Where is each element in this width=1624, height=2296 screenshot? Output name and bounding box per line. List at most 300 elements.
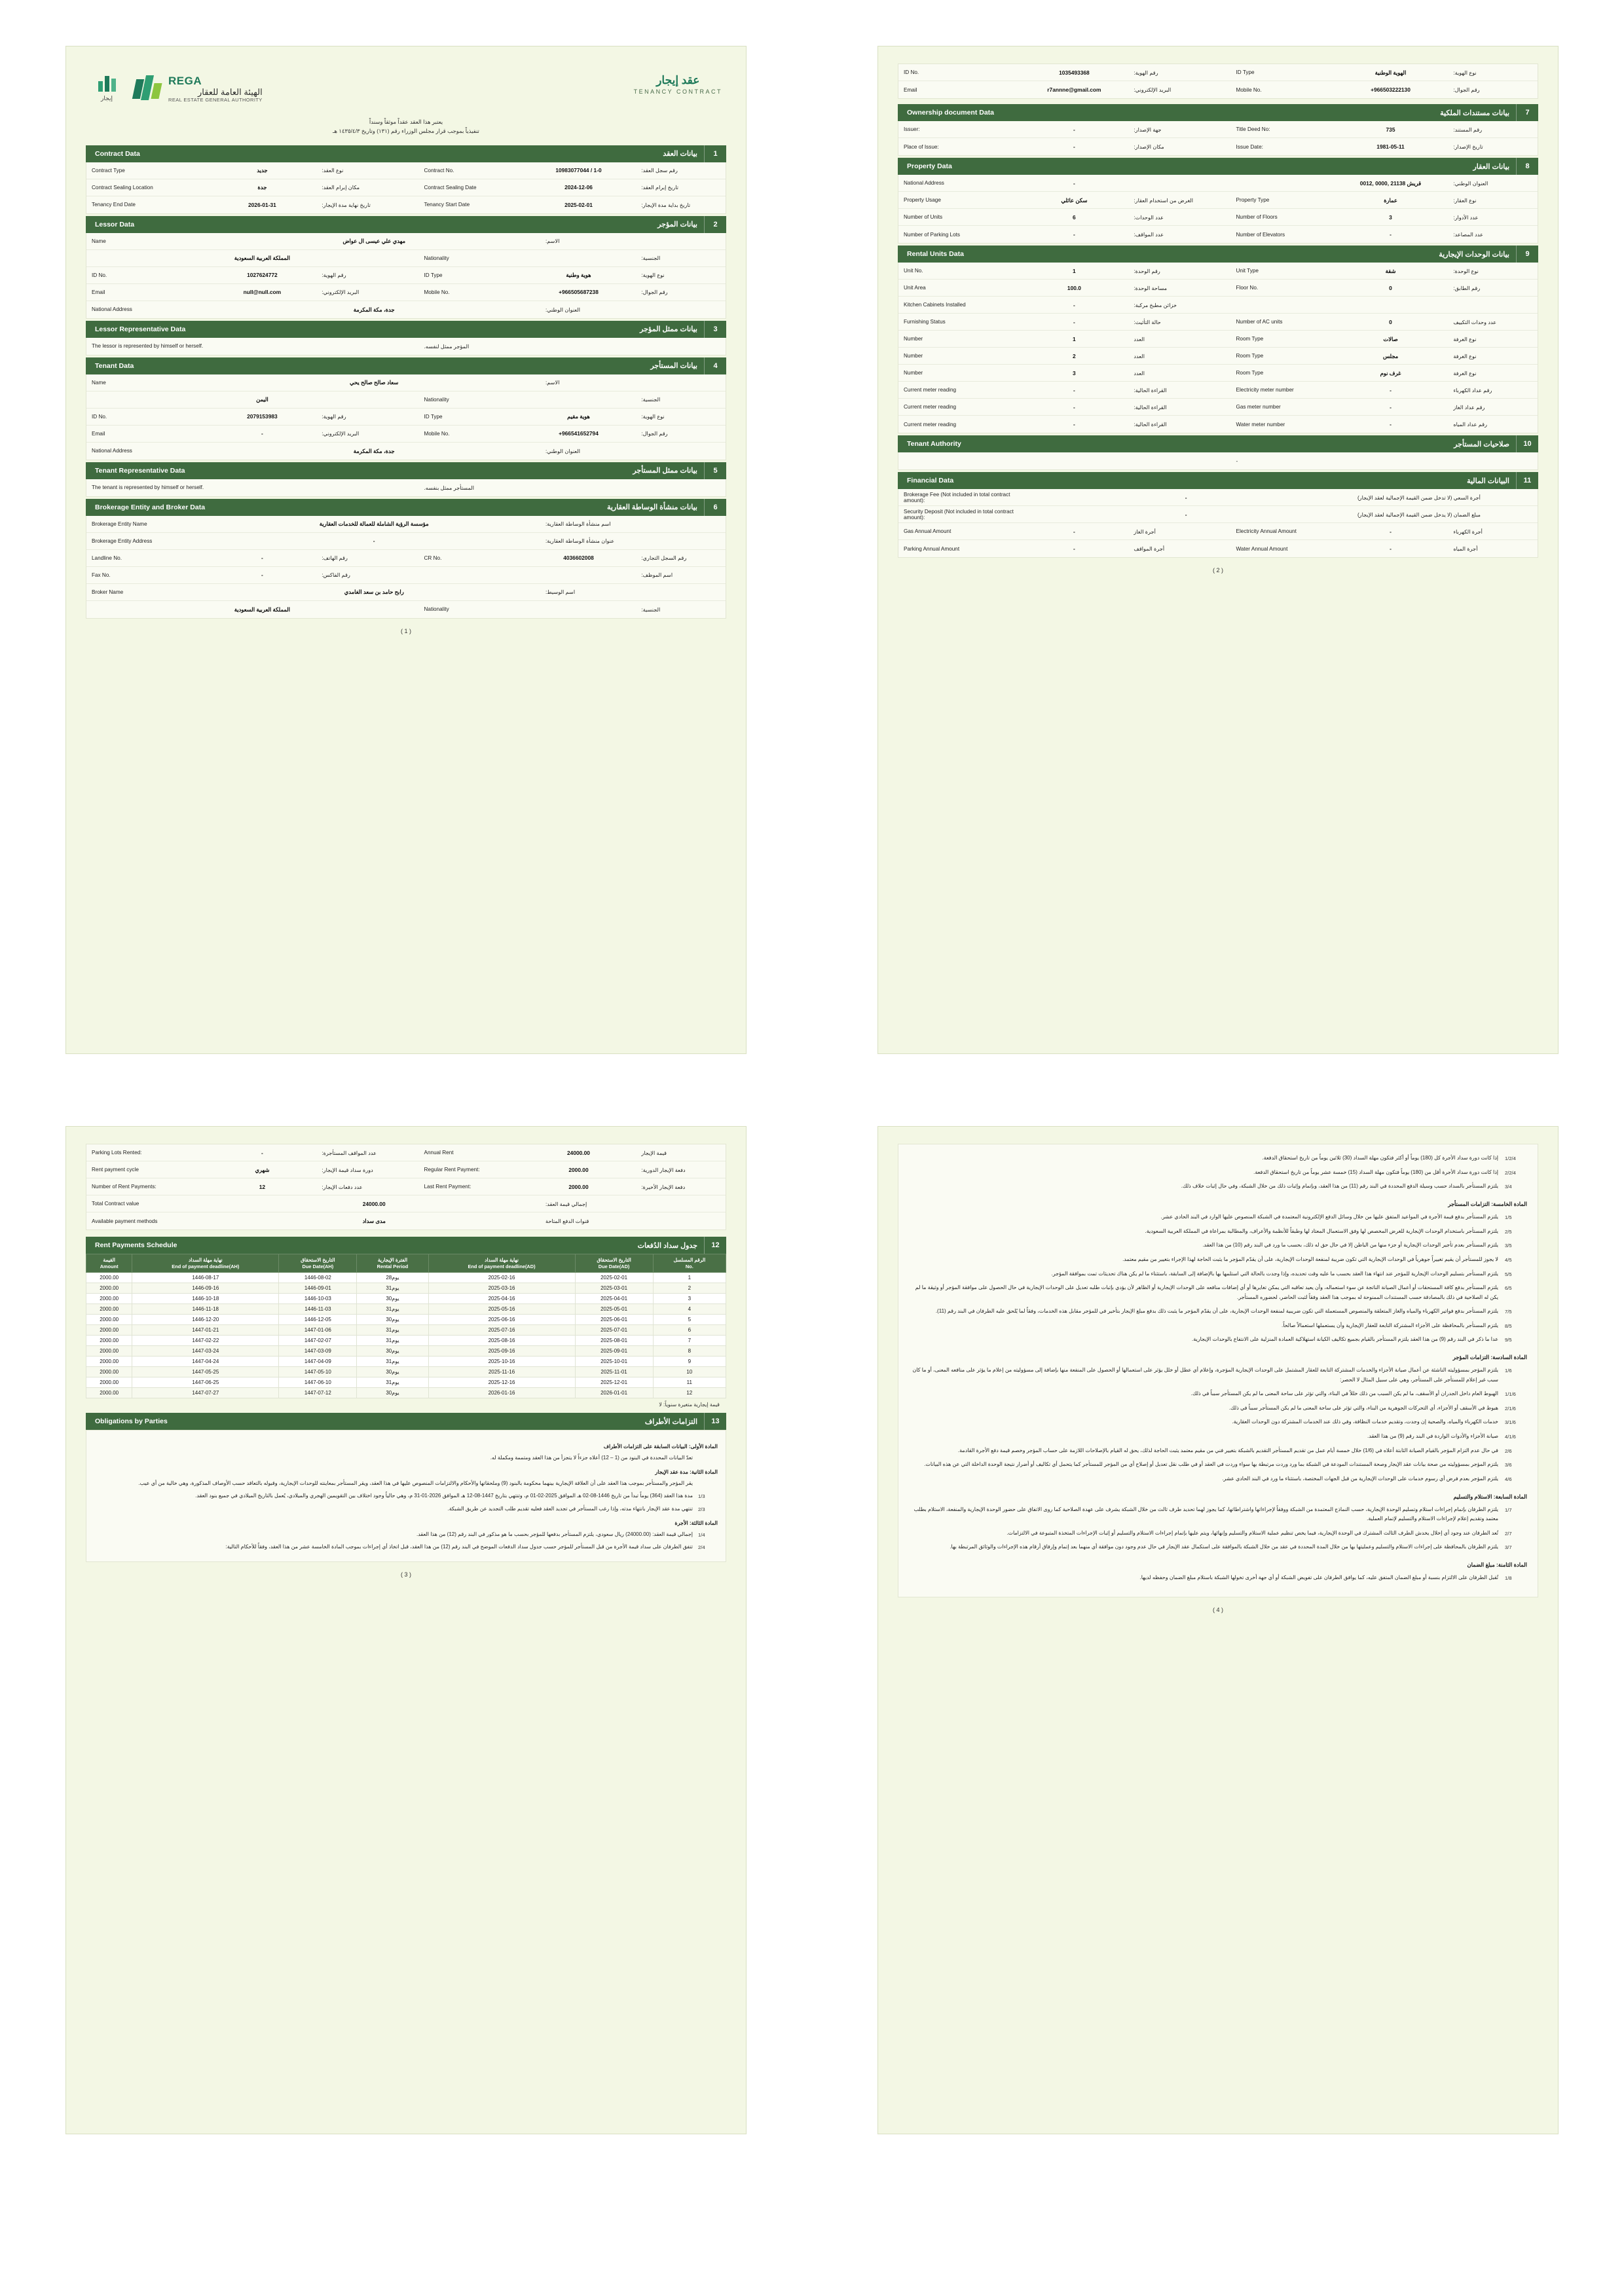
table-cell: 2025-02-01	[575, 1273, 653, 1283]
field-label-en-2: Contract Sealing Date	[424, 184, 477, 191]
field-value: -	[1073, 545, 1075, 552]
table-cell: 2000.00	[86, 1283, 132, 1294]
field-label-ar-2: نوع الهوية:	[641, 272, 665, 279]
section-header	[86, 145, 726, 162]
table-column-header: الفترة الإيجارية Rental Period	[357, 1254, 428, 1273]
page-3-wrapper	[0, 1080, 812, 2160]
field-label-en: Brokerage Entity Name	[92, 520, 147, 527]
table-cell: 5	[653, 1315, 726, 1325]
field-label-en: ID No.	[904, 69, 919, 75]
table-cell: 1447-06-10	[279, 1377, 357, 1388]
data-row	[86, 392, 726, 409]
contract-section	[86, 462, 726, 497]
field-label-ar: رقم الوحدة:	[1134, 268, 1160, 274]
data-row	[86, 250, 726, 267]
field-label-ar-2: رقم الجوال:	[1453, 87, 1480, 93]
data-row	[898, 192, 1538, 209]
field-value: 2079153983	[247, 413, 278, 420]
field-value-2: 2025-02-01	[564, 201, 593, 208]
data-row	[86, 196, 726, 213]
clause-item	[94, 1542, 718, 1552]
table-cell: 1447-07-12	[279, 1388, 357, 1398]
page-3	[65, 1126, 747, 2134]
table-cell: 31يوم	[357, 1336, 428, 1346]
field-label-en: Brokerage Entity Address	[92, 538, 153, 544]
clause-item	[909, 1335, 1527, 1345]
field-label-en-2: Nationality	[424, 255, 449, 261]
field-label-en-2	[1231, 297, 1333, 313]
field-label-ar-2: رقم عداد الكهرباء	[1453, 387, 1492, 393]
field-label-en: Gas Annual Amount	[904, 528, 951, 534]
field-label-en-2: Room Type	[1236, 370, 1264, 376]
field-value: مؤسسة الرؤية الشاملة للعمالة للخدمات العقارية	[319, 520, 429, 528]
section-title-en: Rental Units Data	[907, 250, 964, 258]
clause-number	[698, 1479, 718, 1480]
section-header	[898, 472, 1538, 489]
section-title-ar: بيانات الوحدات الإيجارية	[1439, 250, 1509, 259]
data-row	[86, 1161, 726, 1178]
section-title-ar: بيانات ممثل المؤجر	[640, 325, 697, 334]
field-label-ar: البريد الإلكتروني:	[322, 289, 360, 296]
obligations-body	[86, 1430, 726, 1562]
data-row	[86, 301, 726, 318]
field-value: 6	[1073, 213, 1076, 221]
field-label-en: Tenancy End Date	[92, 202, 136, 208]
field-value: 24000.00	[362, 1200, 386, 1207]
field-value: -	[1073, 403, 1075, 410]
data-row	[898, 416, 1538, 433]
clause-item	[94, 1453, 718, 1463]
page-4-number: ( 4 )	[1212, 1606, 1223, 1613]
field-label-ar: عدد المواقف:	[1134, 232, 1164, 238]
field-value-2: 2000.00	[568, 1183, 589, 1190]
contract-section	[86, 321, 726, 355]
page-1-header	[86, 64, 726, 111]
field-label-en: Number of Rent Payments:	[92, 1184, 157, 1190]
field-label-en-2: ID Type	[424, 413, 443, 420]
table-cell: 1446-09-16	[132, 1283, 279, 1294]
page-2-sections	[898, 104, 1538, 558]
field-label-en	[86, 392, 208, 408]
clause-text: لا يجوز للمستأجر أن يقيم تغييراً جوهرياً في الوحدات الإيجارية التي تكون ضريبة لمنفعة الوحدات الإيجارية، على أن يقدّم المؤجر ما يثبت الحاجة لهذا الإجراء بتغيير من مقيم معتمد.	[1122, 1256, 1498, 1263]
table-cell: 1447-03-24	[132, 1346, 279, 1357]
field-label-ar: أجرة السعي (لا تدخل ضمن القيمة الإجمالية لعقد الإيجار)	[1357, 494, 1481, 501]
clause-text: الهبوط العام داخل الجدران أو الأسقف، ما لم يكن السبب من ذلك خللاً في البناء، والتي تؤثر على ساحة المعنى ما لم يكن المستأجر سبباً في ذلك.	[1190, 1391, 1498, 1397]
field-label-en-2: Number of AC units	[1236, 319, 1283, 325]
field-label-en: Rent payment cycle	[92, 1167, 139, 1173]
table-cell: 2025-05-16	[428, 1304, 575, 1315]
field-label-en-2: ID Type	[1236, 69, 1255, 75]
table-cell: 30يوم	[357, 1315, 428, 1325]
table-cell: 2025-09-01	[575, 1346, 653, 1357]
clause-text: هبوط في الأسقف أو الأجزاء، أي التحركات الجوهرية من البناء، والتي تؤثر على ساحة المعنى ما لم يكن المستأجر سبباً في ذلك.	[1228, 1404, 1498, 1411]
field-value-2: 735	[1386, 126, 1395, 133]
section-title-ar: صلاحيات المستأجر	[1454, 440, 1509, 448]
field-value-2: -	[1390, 528, 1392, 535]
table-cell: 1447-03-09	[279, 1346, 357, 1357]
data-row	[898, 365, 1538, 382]
page-1-wrapper	[0, 0, 812, 1080]
table-header-row	[86, 1254, 726, 1273]
data-row	[898, 399, 1538, 416]
section-title-en: Tenant Data	[95, 361, 134, 370]
field-value-2	[521, 392, 637, 408]
table-row	[86, 1283, 726, 1294]
section-title-en: Ownership document Data	[907, 109, 995, 117]
field-value-2: 10983077044 / 1-0	[555, 167, 602, 174]
field-value-2: -	[1390, 386, 1392, 393]
obligations-title-en: Obligations by Parties	[95, 1417, 168, 1426]
data-row	[86, 409, 726, 426]
rent-payments-table-wrapper	[86, 1254, 726, 1398]
clause-number: 2/1/6	[1505, 1405, 1516, 1412]
data-row	[898, 280, 1538, 297]
page-3-number: ( 3 )	[400, 1571, 411, 1578]
field-label-ar: عدد المواقف المستأجرة:	[322, 1150, 377, 1156]
section-header	[86, 321, 726, 338]
data-row	[86, 443, 726, 460]
field-label-ar-2: الجنسية:	[641, 397, 661, 403]
clause-text: يلتزم المستأجر باستخدام الوحدات الإيجارية للغرض المخصص لها وفق الاستعمال المعتاد لها وطبقاً للأنظمة والأعراف، والمطالبة بمراعاة في المملكة العربية السعودية.	[1145, 1228, 1498, 1234]
document-title	[634, 70, 722, 95]
table-row	[86, 1346, 726, 1357]
clause-number: 2/4	[698, 1544, 705, 1551]
field-label-en: Kitchen Cabinets Installed	[904, 302, 966, 308]
clause-text: إذا كانت دورة سداد الأجرة كل (180) يوماً أو أكثر فتكون مهلة السداد (30) ثلاثين يوماً من تاريخ استحقاق الدفعة.	[1262, 1155, 1498, 1161]
contract-section	[86, 145, 726, 214]
page-4-wrapper	[812, 1080, 1624, 2160]
table-cell: 1446-08-17	[132, 1273, 279, 1283]
section-note-en: The tenant is represented by himself or herself.	[92, 484, 204, 491]
field-value: 12	[259, 1183, 266, 1190]
table-column-header: التاريخ الاستحقاق Due Date(AD)	[575, 1254, 653, 1273]
table-column-header: التاريخ الاستحقاق Due Date(AH)	[279, 1254, 357, 1273]
data-row	[86, 426, 726, 443]
field-label-ar: تاريخ نهاية مدة الإيجار:	[322, 202, 371, 208]
field-label-en: Current meter reading	[904, 421, 957, 428]
field-label-ar: رقم الهوية:	[322, 272, 346, 279]
clause-item	[909, 1404, 1527, 1413]
table-cell: 1446-08-02	[279, 1273, 357, 1283]
field-label-en: Email	[92, 289, 105, 295]
clause-item	[909, 1241, 1527, 1250]
data-row	[898, 348, 1538, 365]
section-number: 11	[1516, 472, 1538, 489]
clause-text: تعدّ البيانات المحددة في البنود من (1 – 12) أعلاه جزءاً لا يتجزأ من هذا العقد ومتممة ومكملة له.	[490, 1455, 693, 1461]
section-number: 9	[1516, 246, 1538, 263]
data-row	[898, 314, 1538, 331]
table-row	[86, 1336, 726, 1346]
field-label-ar: العدد	[1134, 370, 1145, 376]
field-label-ar-2: رقم الجوال:	[641, 289, 668, 296]
section-body	[86, 162, 726, 214]
clause-item	[909, 1542, 1527, 1552]
field-label-ar-2: نوع الغرفة	[1453, 370, 1477, 376]
section-body	[86, 233, 726, 319]
field-label-en	[86, 250, 208, 266]
table-cell: 30يوم	[357, 1388, 428, 1398]
clause-item	[909, 1460, 1527, 1470]
clause-text: خدمات الكهرباء والمياه، والصحية إن وجدت، وتقديم خدمات النظافة، وفي ذلك عند الخدمات المشتركة دون الوحدات العقارية.	[1232, 1419, 1498, 1425]
field-label-ar-2: نوع الغرفة	[1453, 353, 1477, 359]
field-value: -	[1073, 421, 1075, 428]
document-title-en: TENANCY CONTRACT	[633, 88, 722, 95]
field-value-2: +966503222130	[1371, 86, 1411, 93]
field-value: 1	[1073, 335, 1076, 342]
table-row	[86, 1304, 726, 1315]
contract-section	[86, 499, 726, 619]
field-label-ar-2: تاريخ بداية مدة الإيجار:	[641, 202, 691, 208]
field-value-2	[521, 250, 637, 266]
table-cell: 2025-04-16	[428, 1294, 575, 1304]
field-label-ar-2: تاريخ الإصدار:	[1453, 144, 1483, 150]
field-label-ar	[1128, 175, 1230, 191]
clause-number: 4/1/6	[1505, 1434, 1516, 1440]
field-label-en: Parking Annual Amount	[904, 545, 960, 552]
clause-item	[909, 1389, 1527, 1399]
rent-payments-schedule-title-en: Rent Payments Schedule	[95, 1241, 177, 1249]
legal-notice-line-1: يعتبر هذا العقد عقداً موثقاً وسنداً	[369, 118, 443, 125]
field-value-2: هوية مقيم	[567, 413, 590, 420]
clause-number: 2/5	[1505, 1228, 1512, 1235]
clause-text: يلتزم المستأجر بدفع قيمة الأجرة في المواعيد المتفق عليها من خلال وسائل الدفع الإلكترونية المعتمدة في الشبكة المنصوص عليها الوارد في البند الحادي عشر.	[1160, 1214, 1498, 1220]
section-body	[86, 374, 726, 460]
clause-text: يلتزم المستأجر بعدم تأجير الوحدات الإيجارية أو جزء منها من الباطن إلا في حال حق له ذلك، بحسب ما ورد في البند رقم (10) من هذا العقد.	[1202, 1242, 1498, 1248]
field-value-2: -	[1390, 231, 1392, 238]
article-heading: المادة الثامنة: مبلغ الضمان	[1467, 1561, 1527, 1568]
field-label-ar: قنوات الدفع المتاحة	[545, 1218, 589, 1224]
clause-number: 5/5	[1505, 1271, 1512, 1277]
field-label-ar-2: أجرة الكهرباء	[1453, 528, 1483, 535]
field-label-ar-2: نوع العقار:	[1453, 197, 1477, 204]
field-label-en-2: Electricity Annual Amount	[1236, 528, 1297, 534]
table-cell: 30يوم	[357, 1367, 428, 1377]
field-label-ar-2	[1448, 297, 1538, 313]
field-label-en: ID No.	[92, 413, 107, 420]
table-cell: 6	[653, 1325, 726, 1336]
clause-text: يلتزم المستأجر بالسداد حسب وسيلة الدفع المحددة في البند رقم (11) من هذا العقد، وبإتمام وإثبات ذلك من خلال الشبكة، وفي حال إثبات خلاف ذلك.	[1181, 1183, 1498, 1190]
clause-item	[909, 1366, 1527, 1385]
field-label-ar-2: رقم المستند:	[1453, 126, 1483, 133]
field-label-ar-2: دفعة الإيجار الدورية:	[641, 1167, 686, 1173]
clause-number: 2/2/4	[1505, 1169, 1516, 1176]
field-label-ar	[316, 601, 418, 618]
data-row	[86, 1178, 726, 1195]
field-value: -	[373, 538, 375, 545]
clause-number: 1/5	[1505, 1214, 1512, 1221]
clause-text: يلتزم المؤجر بمسؤوليته الناشئة عن أعمال صيانة الأجزاء والخدمات المشتركة التابعة للعقار المشتمل على الوحدات الإيجارية المؤجرة، وإعلام أي عطل أو خلل يؤثر على استعمالها أو الحصول على المنفعة منها بإضافة إلى مسؤوليته من إعلام ما يؤثر على منافعه المعنى، أو ما كان سبب غير إعلام للمستأجر على المستأجر، وهي على سبيل المثال لا الحصر:	[912, 1367, 1498, 1383]
clause-item	[94, 1491, 718, 1501]
table-cell: 4	[653, 1304, 726, 1315]
field-label-en: Name	[92, 379, 106, 386]
clause-number: 1/1/6	[1505, 1391, 1516, 1398]
field-value: رابح حامد بن سعد الغامدي	[344, 589, 404, 596]
field-value: -	[1073, 301, 1075, 308]
table-cell: 2025-02-16	[428, 1273, 575, 1283]
table-cell: 2026-01-01	[575, 1388, 653, 1398]
data-row	[898, 121, 1538, 138]
clause-number: 6/5	[1505, 1285, 1512, 1292]
table-cell: 2025-07-01	[575, 1325, 653, 1336]
section-note-row	[86, 338, 726, 355]
field-label-ar: مساحة الوحدة:	[1134, 285, 1168, 291]
field-label-en-2: Tenancy Start Date	[424, 202, 470, 208]
table-cell: 1447-02-22	[132, 1336, 279, 1346]
table-cell: 1447-05-25	[132, 1367, 279, 1377]
field-label-ar: أجرة المواقف	[1134, 546, 1165, 552]
rega-logo-text	[168, 75, 263, 103]
field-label-ar: القراءة الحالية:	[1134, 422, 1167, 428]
field-value-2: 4036602008	[563, 555, 594, 562]
field-label-ar: عدد دفعات الإيجار:	[322, 1184, 363, 1190]
rega-mark-icon	[133, 74, 162, 104]
clause-number: 2/3	[698, 1506, 705, 1512]
field-value: سعاد صالح صالح يحي	[350, 379, 399, 386]
field-label-en: Contract Type	[92, 167, 125, 173]
data-row	[86, 233, 726, 250]
field-value: 1035493368	[1059, 69, 1090, 76]
field-value: 3	[1073, 369, 1076, 376]
field-label-ar: اسم منشأة الوساطة العقارية:	[545, 521, 611, 528]
field-value-2: عمارة	[1384, 196, 1397, 204]
table-cell: 1	[653, 1273, 726, 1283]
clause-number: 8/5	[1505, 1322, 1512, 1329]
clause-item	[909, 1168, 1527, 1178]
field-label-en-2: Room Type	[1236, 336, 1264, 342]
table-cell: 31يوم	[357, 1283, 428, 1294]
page-1-number: ( 1 )	[400, 627, 411, 634]
section-number: 4	[704, 357, 726, 374]
section-title-en: Tenant Authority	[907, 440, 961, 448]
table-cell: 12	[653, 1388, 726, 1398]
data-row	[86, 584, 726, 601]
section-number: 6	[704, 499, 726, 516]
clause-number: 1/2/4	[1505, 1156, 1516, 1161]
table-cell: 2000.00	[86, 1325, 132, 1336]
table-cell: 2025-11-16	[428, 1367, 575, 1377]
table-cell: 10	[653, 1367, 726, 1377]
field-label-en: Property Usage	[904, 197, 941, 203]
clause-text: تنتهي مدة عقد الإيجار بانتهاء مدته، وإذا رغب المستأجر في تجديد العقد فعليه تقديم طلب التجديد عن طريق الشبكة.	[447, 1505, 693, 1512]
field-value: -	[1073, 126, 1075, 133]
clause-number: 1/7	[1505, 1506, 1512, 1513]
clause-item	[909, 1432, 1527, 1442]
table-cell: 2000.00	[86, 1294, 132, 1304]
data-row	[86, 1195, 726, 1212]
data-row	[898, 263, 1538, 280]
field-value: 1027624772	[247, 272, 278, 279]
clause-text: يلتزم المستأجر بدفع فواتير الكهرباء والمياه والغاز المتعلقة والمنصوص المستعملة التي تكون ضريبية لمنفعة الوحدات الإيجارية، على أن يقدّم المؤجر ما يثبت ذلك بدفع مبلغ الإيجار بتأخير في للمؤجر مقابل هذه الخدمات، وفقاً لما يُلحق عليه الطرفان في البند رقم (11).	[935, 1308, 1498, 1315]
table-cell: 2	[653, 1283, 726, 1294]
section-note-row	[86, 479, 726, 496]
clause-text: صيانة الأجزاء والأدوات الواردة في البند رقم (9) من هذا العقد.	[1367, 1433, 1498, 1439]
field-label-ar-2: رقم السجل التجاري:	[641, 555, 687, 562]
page-4	[877, 1126, 1559, 2134]
data-row	[86, 550, 726, 567]
field-value: -	[261, 1149, 263, 1156]
data-row	[86, 284, 726, 301]
field-value: 2	[1073, 352, 1076, 359]
section-number: 5	[704, 462, 726, 479]
table-column-header: نهاية مهلة السداد End of payment deadline(AD)	[428, 1254, 575, 1273]
section-title-ar: البيانات المالية	[1467, 477, 1509, 485]
table-cell: 2025-06-16	[428, 1315, 575, 1325]
field-label-ar-2: رقم الطابق:	[1453, 285, 1481, 291]
terms-list	[909, 1154, 1527, 1583]
clause-text: تُقبل الطرفان على الالتزام بنسبة أو مبلغ الضمان المتفق عليه، كما يوافق الطرفان على تفويض الشبكة أو أي جهة أخرى تخولها الشبكة باستلام مبلغ الضمان وحفظه لديها.	[1139, 1574, 1498, 1580]
field-value-2: صالات	[1383, 335, 1398, 342]
field-label-en: ID No.	[92, 272, 107, 278]
table-cell: 2025-07-16	[428, 1325, 575, 1336]
field-label-en-2: Last Rent Payment:	[424, 1184, 471, 1190]
table-cell: 2000.00	[86, 1357, 132, 1367]
obligations-bar	[86, 1413, 726, 1430]
data-row	[898, 506, 1538, 523]
field-value: المملكة العربية السعودية	[234, 606, 291, 613]
clause-number: 3/7	[1505, 1544, 1512, 1551]
field-label-ar: رقم الهاتف:	[322, 555, 348, 562]
table-cell: 2000.00	[86, 1315, 132, 1325]
field-label-ar-2: رقم عداد المياه	[1453, 422, 1488, 428]
section-title-en: Property Data	[907, 162, 952, 170]
data-row	[86, 601, 726, 618]
table-cell: 2000.00	[86, 1336, 132, 1346]
field-label-ar: رقم الهوية:	[1134, 69, 1158, 76]
table-column-header: الرقم المسلسل No.	[653, 1254, 726, 1273]
table-cell: 1446-09-01	[279, 1283, 357, 1294]
clause-item	[909, 1227, 1527, 1237]
field-value: -	[1073, 318, 1075, 325]
article-heading: المادة الثانية: مدة عقد الإيجار	[655, 1469, 718, 1476]
section-title-ar: بيانات مستندات الملكية	[1440, 109, 1509, 117]
table-cell: 1447-05-10	[279, 1367, 357, 1377]
legal-notice	[86, 117, 726, 136]
field-value-2: -	[1390, 421, 1392, 428]
field-label-ar: القراءة الحالية:	[1134, 404, 1167, 410]
field-label-en-2: Nationality	[424, 396, 449, 403]
field-value-2: -	[1390, 403, 1392, 410]
data-row	[898, 81, 1538, 98]
field-label-en-2: Mobile No.	[1236, 86, 1262, 93]
field-value-2: 3	[1389, 213, 1392, 221]
table-cell: 31يوم	[357, 1357, 428, 1367]
field-label-ar: الاسم:	[545, 380, 560, 386]
clause-number: 4/5	[1505, 1257, 1512, 1264]
field-label-ar-2: رقم الجوال:	[641, 431, 668, 437]
data-row	[898, 175, 1538, 192]
field-value: اليمن	[256, 396, 268, 403]
article-heading: المادة الثالثة: الأجرة	[674, 1520, 718, 1526]
clause-item	[909, 1446, 1527, 1456]
field-label-en: Fax No.	[92, 572, 111, 578]
clause-item	[909, 1505, 1527, 1524]
field-label-ar-2: تاريخ إبرام العقد:	[641, 185, 679, 191]
field-value: 100.0	[1067, 284, 1081, 291]
field-label-ar: العنوان الوطني:	[545, 448, 581, 454]
section-number: 1	[704, 145, 726, 162]
page-2-number: ( 2 )	[1212, 567, 1223, 574]
field-value: المملكة العربية السعودية	[234, 255, 291, 262]
data-row	[86, 1144, 726, 1161]
section-body	[86, 516, 726, 619]
section-note-row	[898, 452, 1538, 469]
field-label-en: Security Deposit (Not included in total contract amount):	[904, 508, 1014, 520]
field-label-en: Place of Issue:	[904, 143, 939, 150]
field-label-ar: اسم الوسيط:	[545, 589, 576, 596]
section-body	[86, 479, 726, 497]
table-cell: 2025-11-01	[575, 1367, 653, 1377]
table-cell: 31يوم	[357, 1325, 428, 1336]
